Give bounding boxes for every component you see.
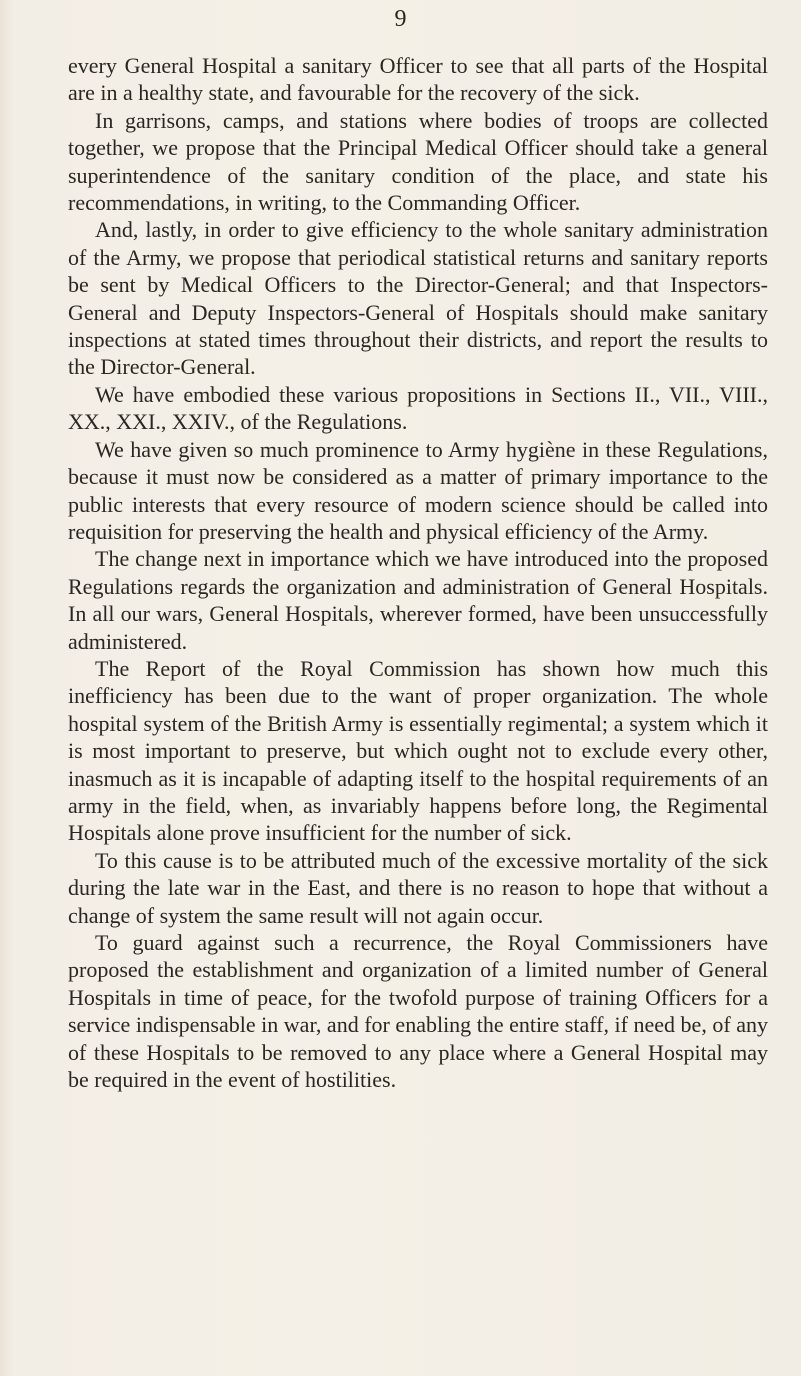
paragraph: We have given so much prominence to Army hygiène in these Regulations, because it must now be considered as a matter of primary importance to the public interests that every resource of modern science should be called into requisition for preserving the health and physical efficiency of the Army. (68, 436, 768, 544)
paragraph: The change next in importance which we have introduced into the proposed Regulations regards the organization and administration of General Hospitals. In all our wars, General Hospitals, wherever formed, have been unsuccessfully administered. (68, 546, 768, 654)
paragraph: every General Hospital a sanitary Officer to see that all parts of the Hospital are in a healthy state, and favourable for the recovery of the sick. (68, 53, 768, 106)
paragraph: And, lastly, in order to give efficiency to the whole sanitary administration of the Army, we propose that periodical statistical returns and sanitary reports be sent by Medical Officers to the Director-General; and that Inspectors-General and Deputy Inspectors-General of Hospitals should make sanitary inspections at stated times throughout their districts, and report the results to the Director-General. (68, 217, 768, 380)
paragraph: We have embodied these various propositions in Sections II., VII., VIII., XX., XXI., XXIV., of the Regulations. (68, 381, 768, 435)
paragraph: The Report of the Royal Commission has shown how much this inefficiency has been due to the want of proper organization. The whole hospital system of the British Army is essentially regimental; a system which it is most important to preserve, but which ought not to exclude every other, inasmuch as it is incapable of adapting itself to the hospital requirements of an army in the field, when, as invariably happens before long, the Regimental Hospitals alone prove insufficient for the number of sick. (68, 655, 768, 846)
paragraph: In garrisons, camps, and stations where bodies of troops are collected together, we propose that the Principal Medical Officer should take a general superintendence of the sanitary condition of the place, and state his recommendations, in writing, to the Commanding Officer. (68, 107, 768, 216)
paragraph: To this cause is to be attributed much of the excessive mortality of the sick during the late war in the East, and there is no reason to hope that without a change of system the same result will not again occur. (68, 847, 768, 928)
page-number: 9 (394, 6, 407, 32)
paragraph: To guard against such a recurrence, the Royal Commissioners have proposed the establishment and organization of a limited number of General Hospitals in time of peace, for the twofold purpose of training Officers for a service indispensable in war, and for enabling the entire staff, if need be, of any of these Hospitals to be removed to any place where a General Hospital may be required in the event of hostilities. (68, 930, 768, 1093)
body-text (68, 52, 768, 1093)
